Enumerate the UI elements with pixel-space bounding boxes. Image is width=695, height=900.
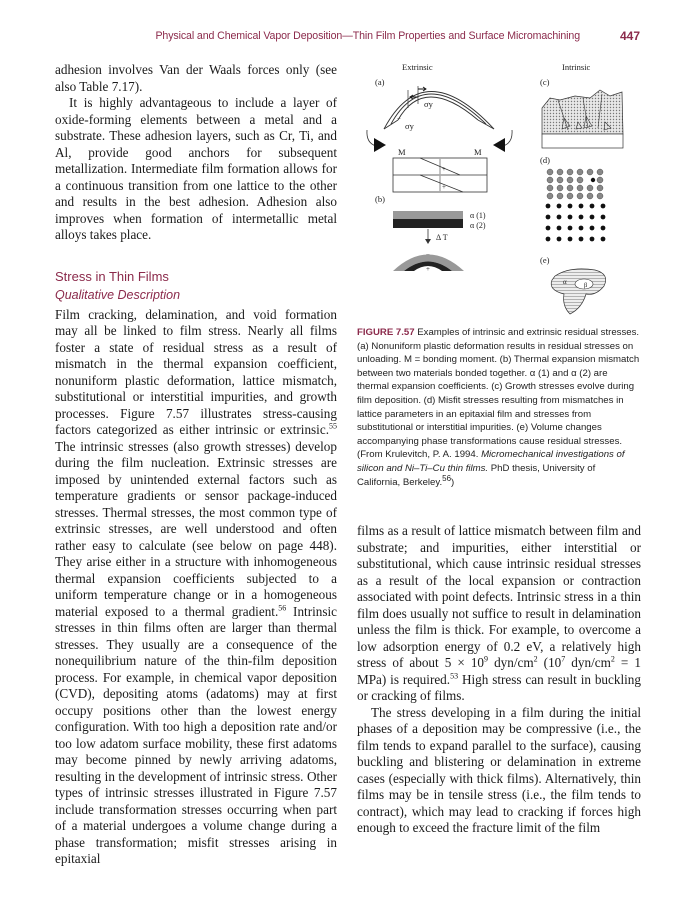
panel-label-b: (b) bbox=[375, 194, 385, 204]
minus-sign: − bbox=[426, 251, 430, 259]
moment-label: M bbox=[398, 147, 406, 157]
delta-t-label: Δ T bbox=[436, 233, 448, 242]
alpha-1-label: α (1) bbox=[470, 211, 486, 220]
exponent: 7 bbox=[561, 654, 566, 664]
paragraph bbox=[357, 523, 641, 705]
label-extrinsic: Extrinsic bbox=[402, 62, 433, 72]
exponent: 9 bbox=[484, 654, 489, 664]
lattice-grid bbox=[546, 169, 606, 241]
figure-illustration bbox=[360, 58, 650, 320]
text-run: The intrinsic stresses (also growth stresses) develop during the film nucleation. Extrinsic stresses are imposed by unintended external factors such as temperature gradients or sensor package-induced stresses. Thermal stresses, the most common type of extrinsic stresses, are well understood and often rather easy to calculate (see below on page 448). They arise either in a structure with inhomogeneous thermal expansion coefficients subjected to a uniform temperature change or in a homogeneous material exposed to a thermal gradient. bbox=[55, 438, 337, 619]
beta-phase-label: β bbox=[584, 282, 588, 289]
exponent: 2 bbox=[610, 654, 615, 664]
panel-label-e: (e) bbox=[540, 255, 550, 265]
figure-7-57 bbox=[360, 58, 650, 320]
panel-label-c: (c) bbox=[540, 77, 550, 87]
subsection-heading: Qualitative Description bbox=[55, 287, 181, 302]
arrow-down-icon bbox=[425, 239, 431, 244]
panel-label-a: (a) bbox=[375, 77, 385, 87]
moment-arrow-left-icon bbox=[374, 138, 386, 152]
caption-text: PhD thesis, University of California, Berkeley. bbox=[357, 462, 596, 488]
page-number: 447 bbox=[619, 29, 640, 43]
reference-56[interactable]: 56 bbox=[442, 473, 452, 483]
text-run: Film cracking, delamination, and void formation may all be linked to film stress. Nearly all films foster a state of residual stress as a result of mismatch in the thermal expansion coefficient, nonuniform plastic deformation, lattice mismatch, substitutional or interstitial impurities, and growth processes. Figure 7.57 illustrates stress-causing factors categorized as either intrinsic or extrinsic. bbox=[55, 306, 337, 437]
paragraph bbox=[55, 307, 337, 868]
minus-sign: − bbox=[397, 115, 401, 123]
plus-sign: + bbox=[442, 183, 446, 191]
text-run: films as a result of lattice mismatch between film and substrate; and impurities, either interstitial or substitutional, which cause intrinsic residual stresses as a result of the local expansion or contraction associated with point defects. Intrinsic stress in a thin film does usually not suffice to result in delamination unless the film is thick. For example, to overcome a low adsorption energy of 0.2 eV, a relatively high stress of about 5 × 10 bbox=[357, 523, 641, 670]
section-heading: Stress in Thin Films bbox=[55, 268, 169, 284]
caption-citation-title: Micromechanical investigations of silicon and Ni–Ti–Cu thin films. bbox=[357, 449, 625, 474]
figure-label: FIGURE 7.57 bbox=[357, 327, 415, 338]
alpha-2-label: α (2) bbox=[470, 221, 486, 230]
paragraph: adhesion involves Van der Waals forces only (see also Table 7.17). bbox=[55, 62, 337, 94]
text-run: dyn/cm bbox=[565, 655, 611, 670]
text-run: Intrinsic stresses in thin films often are larger than thermal stresses. They usually are a consequence of the nonequilibrium nature of the thin-film deposition process. For example, in chemical vapor deposition (CVD), depositing atoms (adatoms) may at first occupy positions other than the lowest energy configuration. With too high a deposition rate and/or too low adatom surface mobility, these first adatoms may become pinned by newly arriving adatoms, resulting in the development of intrinsic stress. Other types of intrinsic stresses illustrated in Figure 7.57 include transformation stresses occurring when part of a material undergoes a volume change during a phase transformation; misfit stresses arising in epitaxial bbox=[55, 603, 338, 866]
moment-arrow-right-icon bbox=[493, 138, 505, 152]
label-intrinsic: Intrinsic bbox=[562, 62, 591, 72]
plus-sign: + bbox=[442, 165, 446, 173]
exponent: 2 bbox=[533, 654, 538, 664]
caption-text: Examples of intrinsic and extrinsic residual stresses. (a) Nonuniform plastic deformation results in residual stresses on unloading. M = bonding moment. (b) Thermal expansion mismatch between two materials bonded together. α (1) and α (2) are thermal expansion coefficients. (c) Growth stresses evolve during film deposition. (d) Misfit stresses resulting from mismatches in lattice parameters in an epitaxial film and stresses from substitutional or interstitial impurities. (e) Volume changes accompanying phase transformations cause residual stresses. (From Krulevitch, P. A. 1994. bbox=[357, 327, 640, 461]
running-header: Physical and Chemical Vapor Deposition—Thin Film Properties and Surface Micromachining bbox=[155, 30, 580, 42]
right-column bbox=[357, 523, 641, 837]
left-column bbox=[55, 62, 337, 868]
panel-label-d: (d) bbox=[540, 155, 550, 165]
sigma-y-label: σy bbox=[424, 99, 433, 109]
caption-text: ) bbox=[451, 476, 455, 488]
moment-label: M bbox=[474, 147, 482, 157]
paragraph: The stress developing in a film during the initial phases of a deposition may be compressive (i.e., the film tends to expand parallel to the surface), causing buckling and blistering or delamination in extreme cases (especially with thick films). Alternatively, thin films may be in tensile stress (i.e., the film tends to contract), which may lead to cracking if forces high enough to exceed the fracture limit of the film bbox=[357, 704, 641, 835]
reference-56[interactable]: 56 bbox=[278, 603, 287, 613]
reference-53[interactable]: 53 bbox=[450, 671, 459, 681]
alpha-phase-label: α bbox=[563, 278, 567, 286]
plus-sign: + bbox=[426, 265, 430, 273]
text-run: = 1 MPa) is required. bbox=[357, 655, 641, 687]
figure-caption bbox=[357, 326, 641, 489]
text-run: (10 bbox=[537, 655, 562, 670]
reference-55[interactable]: 55 bbox=[329, 421, 337, 431]
sigma-y-label: σy bbox=[405, 121, 414, 131]
text-run: High stress can result in buckling or cracking of films. bbox=[357, 671, 641, 703]
paragraph: It is highly advantageous to include a layer of oxide-forming elements between a metal and a substrate. These adhesion layers, such as Cr, Ti, and Al, provide good anchors for subsequent metallization. Intermediate film formation allows for a continuous transition from one lattice to the other and results in the best adhesion. Adhesion also improves when formation of intermetallic metal alloys takes place. bbox=[55, 95, 337, 242]
text-run: dyn/cm bbox=[488, 655, 534, 670]
